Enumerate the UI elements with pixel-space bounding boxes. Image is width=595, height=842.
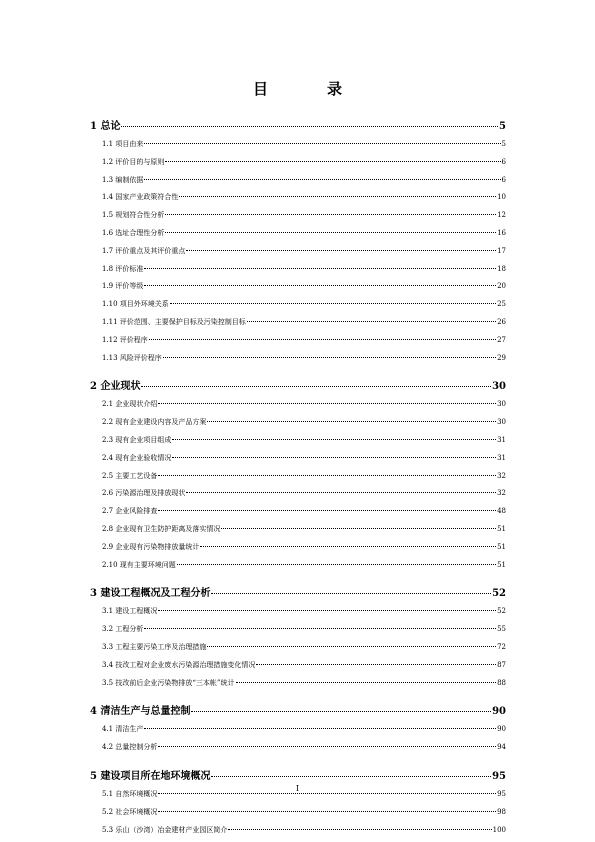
toc-leader-dots [158, 793, 496, 794]
toc-item-entry[interactable] [90, 542, 506, 560]
toc-item-label: 5.3 乐山（沙湾）冶金建材产业园区简介 [102, 825, 227, 835]
toc-leader-dots [191, 711, 491, 712]
toc-item-page: 51 [497, 543, 506, 551]
toc-item-entry[interactable] [90, 417, 506, 435]
toc-chapter-label: 1 总论 [90, 117, 120, 132]
toc-leader-dots [165, 232, 496, 233]
toc-item-entry[interactable] [90, 228, 506, 246]
toc-item-label: 5.1 自然环境概况 [102, 789, 157, 799]
toc-item-label: 3.2 工程分析 [102, 624, 143, 634]
toc-item-page: 12 [497, 211, 506, 219]
toc-item-label: 2.3 现有企业项目组成 [102, 435, 171, 445]
toc-leader-dots [144, 268, 496, 269]
toc-item-label: 3.5 技改前后企业污染物排放“三本帐”统计 [102, 678, 235, 688]
toc-item-page: 5 [502, 140, 506, 148]
toc-leader-dots [165, 214, 496, 215]
toc-item-label: 2.4 现有企业验收情况 [102, 453, 171, 463]
toc-item-label: 1.1 项目由来 [102, 139, 143, 149]
toc-chapter-page: 95 [492, 771, 506, 782]
toc-chapter-label: 5 建设项目所在地环境概况 [90, 767, 210, 782]
toc-leader-dots [144, 143, 500, 144]
toc-leader-dots [158, 610, 496, 611]
toc-item-entry[interactable] [90, 210, 506, 228]
toc-leader-dots [144, 628, 496, 629]
toc-item-label: 1.9 评价等级 [102, 281, 143, 291]
toc-item-page: 27 [497, 336, 506, 344]
toc-item-entry[interactable] [90, 335, 506, 353]
toc-leader-dots [163, 357, 496, 358]
toc-item-label: 2.6 污染源治理及排放现状 [102, 488, 185, 498]
toc-section [90, 702, 506, 760]
toc-item-entry[interactable] [90, 471, 506, 489]
toc-item-label: 2.1 企业现状介绍 [102, 399, 157, 409]
toc-chapter-page: 5 [499, 121, 506, 132]
toc-item-page: 52 [497, 607, 506, 615]
toc-item-page: 17 [497, 247, 506, 255]
toc-leader-dots [158, 510, 496, 511]
toc-leader-dots [158, 403, 496, 404]
toc-item-label: 1.12 评价程序 [102, 335, 148, 345]
toc-chapter-entry[interactable] [90, 584, 506, 600]
toc-item-entry[interactable] [90, 524, 506, 542]
toc-item-label: 1.7 评价重点及其评价重点 [102, 246, 185, 256]
toc-leader-dots [207, 646, 496, 647]
toc-leader-dots [170, 303, 496, 304]
toc-item-page: 26 [497, 318, 506, 326]
toc-chapter-page: 52 [492, 588, 506, 599]
toc-item-entry[interactable] [90, 488, 506, 506]
toc-item-label: 2.2 现有企业建设内容及产品方案 [102, 417, 206, 427]
toc-item-entry[interactable] [90, 742, 506, 760]
toc-item-label: 1.3 编制依据 [102, 175, 143, 185]
toc-leader-dots [172, 457, 496, 458]
toc-item-page: 10 [497, 193, 506, 201]
toc-item-entry[interactable] [90, 299, 506, 317]
toc-item-label: 1.13 风险评价程序 [102, 353, 162, 363]
toc-item-label: 1.11 评价范围、主要保护目标及污染控制目标 [102, 317, 246, 327]
toc-chapter-label: 3 建设工程概况及工程分析 [90, 584, 210, 599]
toc-item-entry[interactable] [90, 642, 506, 660]
toc-chapter-label: 4 清洁生产与总量控制 [90, 702, 190, 717]
toc-leader-dots [149, 339, 496, 340]
toc-leader-dots [200, 546, 496, 547]
toc-item-entry[interactable] [90, 825, 506, 842]
toc-leader-dots [158, 811, 496, 812]
toc-item-label: 3.4 技改工程对企业废水污染源治理措施变化情况 [102, 660, 255, 670]
toc-item-page: 90 [497, 725, 506, 733]
toc-chapter-entry[interactable] [90, 767, 506, 783]
toc-item-page: 72 [497, 643, 506, 651]
toc-item-page: 30 [497, 400, 506, 408]
toc-item-entry[interactable] [90, 281, 506, 299]
toc-item-entry[interactable] [90, 192, 506, 210]
toc-item-label: 1.10 项目外环境关系 [102, 299, 169, 309]
toc-item-entry[interactable] [90, 317, 506, 335]
toc-item-entry[interactable] [90, 246, 506, 264]
toc-leader-dots [211, 593, 491, 594]
toc-leader-dots [179, 196, 496, 197]
toc-item-page: 20 [497, 282, 506, 290]
toc-item-page: 6 [502, 158, 506, 166]
toc-leader-dots [158, 475, 496, 476]
toc-item-entry[interactable] [90, 453, 506, 471]
toc-item-page: 98 [497, 808, 506, 816]
toc-leader-dots [144, 285, 496, 286]
toc-leader-dots [121, 126, 498, 127]
toc-item-entry[interactable] [90, 724, 506, 742]
toc-chapter-label: 2 企业现状 [90, 377, 140, 392]
toc-item-page: 31 [497, 436, 506, 444]
toc-item-entry[interactable] [90, 606, 506, 624]
toc-item-label: 1.5 规划符合性分析 [102, 210, 164, 220]
toc-leader-dots [144, 728, 496, 729]
toc-item-entry[interactable] [90, 435, 506, 453]
toc-section [90, 377, 506, 577]
toc-item-label: 1.6 选址合理性分析 [102, 228, 164, 238]
toc-leader-dots [158, 746, 496, 747]
toc-item-page: 51 [497, 561, 506, 569]
toc-leader-dots [177, 564, 496, 565]
toc-item-page: 25 [497, 300, 506, 308]
toc-item-page: 95 [497, 790, 506, 798]
toc-leader-dots [165, 161, 500, 162]
toc-chapter-entry[interactable] [90, 117, 506, 133]
toc-item-label: 2.5 主要工艺设备 [102, 471, 157, 481]
toc-leader-dots [172, 439, 496, 440]
page-title: 目 录 [0, 78, 595, 99]
toc-item-page: 87 [497, 661, 506, 669]
toc-item-page: 31 [497, 454, 506, 462]
toc-chapter-entry[interactable] [90, 702, 506, 718]
toc-item-entry[interactable] [90, 175, 506, 193]
toc-section [90, 767, 506, 842]
toc-item-page: 32 [497, 489, 506, 497]
toc-leader-dots [144, 179, 500, 180]
toc-item-entry[interactable] [90, 624, 506, 642]
toc-leader-dots [186, 250, 496, 251]
toc-item-page: 88 [497, 679, 506, 687]
toc-item-page: 29 [497, 354, 506, 362]
toc-leader-dots [256, 664, 496, 665]
toc-item-label: 5.2 社会环境概况 [102, 807, 157, 817]
toc-item-label: 1.4 国家产业政策符合性 [102, 192, 178, 202]
toc-item-page: 55 [497, 625, 506, 633]
toc-item-page: 30 [497, 418, 506, 426]
toc-item-label: 1.8 评价标准 [102, 264, 143, 274]
toc-item-label: 1.2 评价目的与原则 [102, 157, 164, 167]
toc-item-page: 94 [497, 743, 506, 751]
toc-leader-dots [236, 682, 497, 683]
toc-section [90, 584, 506, 695]
toc-item-label: 2.9 企业现有污染物排放量统计 [102, 542, 199, 552]
toc-item-label: 2.7 企业风险排查 [102, 506, 157, 516]
toc-item-page: 100 [493, 826, 506, 834]
toc-item-entry[interactable] [90, 399, 506, 417]
toc-leader-dots [228, 829, 491, 830]
toc-chapter-page: 90 [492, 706, 506, 717]
toc-leader-dots [247, 321, 496, 322]
toc-leader-dots [186, 492, 496, 493]
page-number: I [0, 784, 595, 793]
toc-section [90, 117, 506, 370]
toc-item-entry[interactable] [90, 807, 506, 825]
toc-item-page: 18 [497, 265, 506, 273]
toc-item-label: 3.3 工程主要污染工序及治理措施 [102, 642, 206, 652]
toc-item-page: 16 [497, 229, 506, 237]
toc-item-entry[interactable] [90, 660, 506, 678]
toc-item-page: 51 [497, 525, 506, 533]
toc-item-page: 32 [497, 472, 506, 480]
toc-item-label: 3.1 建设工程概况 [102, 606, 157, 616]
toc-leader-dots [211, 776, 491, 777]
toc-item-entry[interactable] [90, 264, 506, 282]
table-of-contents [90, 110, 506, 842]
toc-chapter-page: 30 [492, 381, 506, 392]
toc-item-label: 2.8 企业现有卫生防护距离及落实情况 [102, 524, 220, 534]
toc-leader-dots [207, 421, 496, 422]
toc-item-label: 2.10 现有主要环境问题 [102, 560, 176, 570]
toc-item-entry[interactable] [90, 139, 506, 157]
toc-chapter-entry[interactable] [90, 377, 506, 393]
toc-item-page: 6 [502, 176, 506, 184]
toc-item-entry[interactable] [90, 560, 506, 578]
toc-item-label: 4.2 总量控制分析 [102, 742, 157, 752]
toc-item-entry[interactable] [90, 678, 506, 696]
toc-leader-dots [141, 386, 491, 387]
toc-item-page: 48 [497, 507, 506, 515]
toc-item-entry[interactable] [90, 353, 506, 371]
toc-item-entry[interactable] [90, 506, 506, 524]
toc-leader-dots [221, 528, 496, 529]
toc-item-entry[interactable] [90, 157, 506, 175]
toc-item-label: 4.1 清洁生产 [102, 724, 143, 734]
